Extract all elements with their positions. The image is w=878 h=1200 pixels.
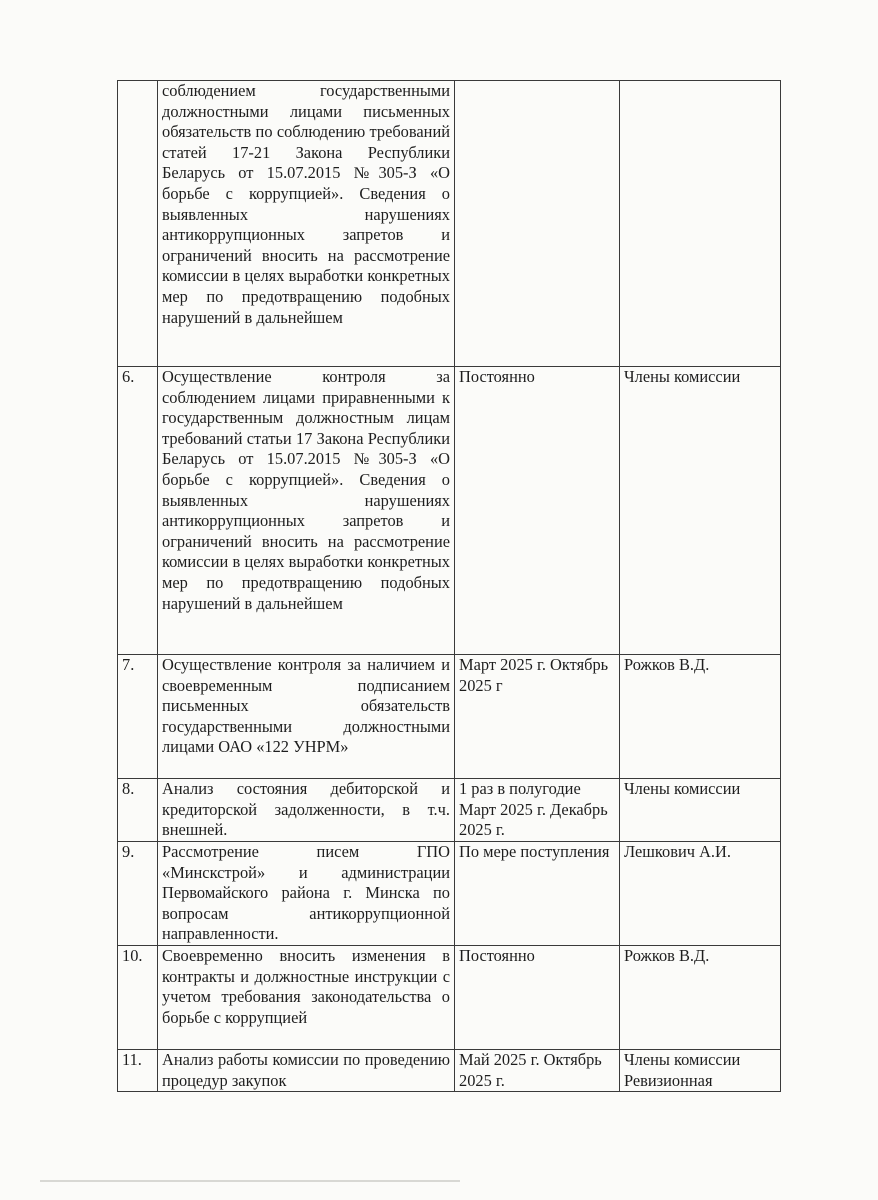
row-number: 8.	[118, 779, 158, 842]
row-term: 1 раз в полугодие Март 2025 г. Декабрь 2025 г.	[455, 779, 620, 842]
table-row	[118, 81, 781, 367]
table-row	[118, 367, 781, 655]
table-row	[118, 655, 781, 779]
row-description: Осуществление контроля за наличием и своевременным подписанием письменных обязательств государственными должностными лицами ОАО «122 УНРМ»	[158, 655, 455, 779]
row-description: Анализ состояния дебиторской и кредиторской задолженности, в т.ч. внешней.	[158, 779, 455, 842]
row-responsible: Рожков В.Д.	[620, 946, 781, 1050]
table-row	[118, 842, 781, 946]
row-responsible: Члены комиссии	[620, 779, 781, 842]
row-description: Осуществление контроля за соблюдением лицами приравненными к государственным должностным лицам требований статьи 17 Закона Республики Беларусь от 15.07.2015 №305-З «О борьбе с коррупцией». Сведения о выявленных нарушениях антикоррупционных запретов и ограничений вносить на рассмотрение комиссии в целях выработки конкретных мер по предотвращению подобных нарушений в дальнейшем	[158, 367, 455, 655]
table-row	[118, 779, 781, 842]
row-responsible: Члены комиссии	[620, 367, 781, 655]
row-term	[455, 81, 620, 367]
row-number: 6.	[118, 367, 158, 655]
row-description: соблюдением государственными должностными лицами письменных обязательств по соблюдению требований статей 17-21 Закона Республики Беларусь от 15.07.2015 №305-З «О борьбе с коррупцией». Сведения о выявленных нарушениях антикоррупционных запретов и ограничений вносить на рассмотрение комиссии в целях выработки конкретных мер по предотвращению подобных нарушений в дальнейшем	[158, 81, 455, 367]
row-term: Постоянно	[455, 946, 620, 1050]
row-description: Анализ работы комиссии по проведению процедур закупок	[158, 1050, 455, 1092]
row-number	[118, 81, 158, 367]
row-number: 11.	[118, 1050, 158, 1092]
row-term: Постоянно	[455, 367, 620, 655]
row-term: Май 2025 г. Октябрь 2025 г.	[455, 1050, 620, 1092]
row-description: Рассмотрение писем ГПО «Минскстрой» и администрации Первомайского района г. Минска по вопросам антикоррупционной направленности.	[158, 842, 455, 946]
row-number: 7.	[118, 655, 158, 779]
row-responsible: Рожков В.Д.	[620, 655, 781, 779]
table-row	[118, 946, 781, 1050]
row-responsible: Члены комиссии Ревизионная	[620, 1050, 781, 1092]
row-number: 10.	[118, 946, 158, 1050]
row-responsible: Лешкович А.И.	[620, 842, 781, 946]
row-term: По мере поступления	[455, 842, 620, 946]
row-responsible	[620, 81, 781, 367]
row-description: Своевременно вносить изменения в контракты и должностные инструкции с учетом требования законодательства о борьбе с коррупцией	[158, 946, 455, 1050]
plan-table	[117, 80, 781, 1092]
row-number: 9.	[118, 842, 158, 946]
row-term: Март 2025 г. Октябрь 2025 г	[455, 655, 620, 779]
scan-edge-mark	[40, 1180, 460, 1182]
table-row	[118, 1050, 781, 1092]
